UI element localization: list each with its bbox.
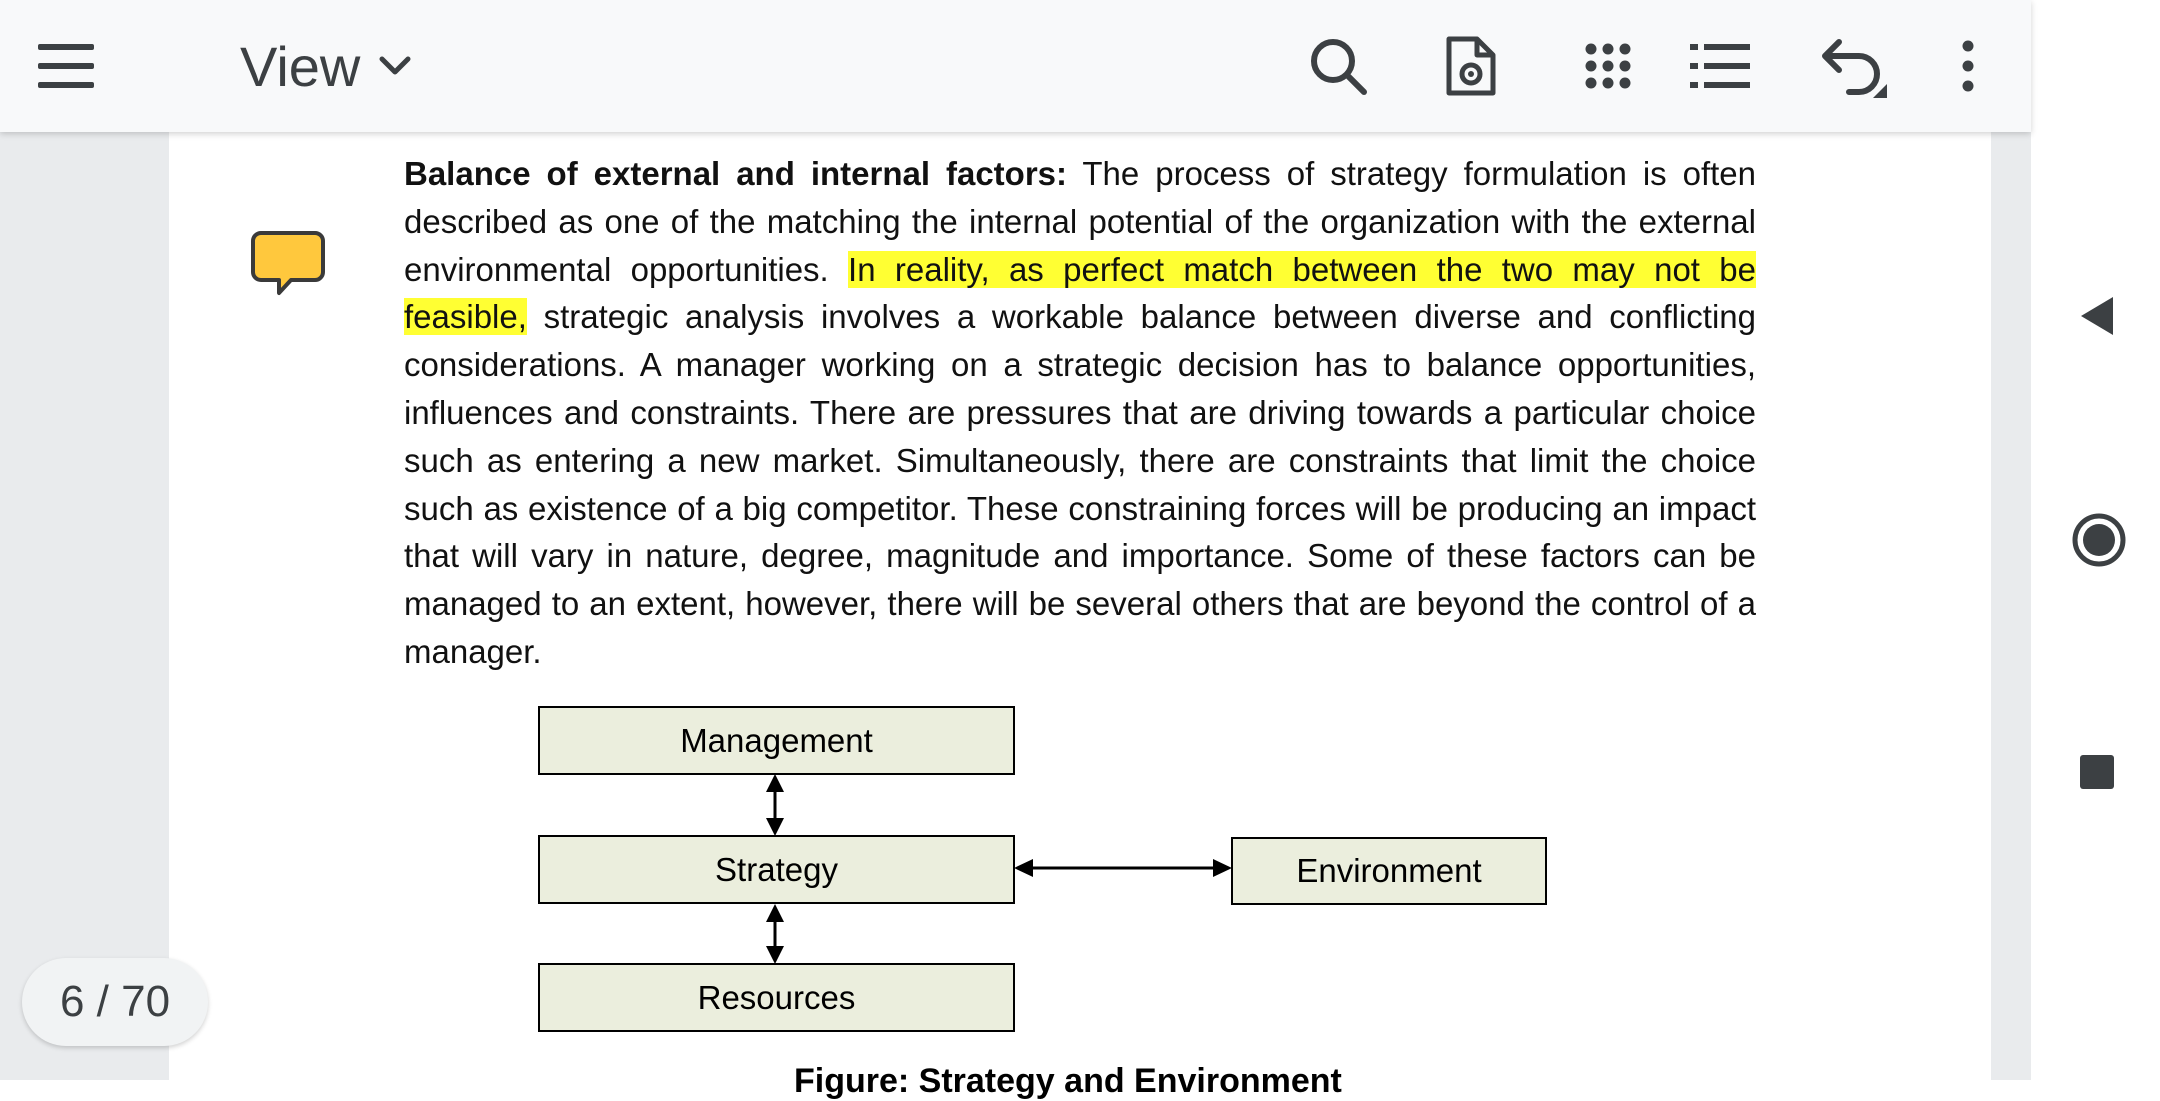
page-counter-badge[interactable]: [22, 958, 208, 1046]
paragraph-text-1: The process of strategy formulation is often described as one of the matching the internal potential of the organization with the external environmental opportunities.: [404, 155, 1757, 288]
arrowhead-right: [1213, 859, 1232, 877]
outline-list-icon[interactable]: [1684, 30, 1756, 102]
diagram-box-management: [538, 706, 1015, 775]
arrowhead-down: [766, 818, 784, 836]
diagram-label-environment: Environment: [1296, 852, 1482, 889]
diagram-connectors: [169, 132, 1991, 1080]
arrowhead-up: [766, 774, 784, 792]
scroll-gutter: [1991, 132, 2031, 1080]
document-settings-icon[interactable]: [1435, 30, 1507, 102]
arrowhead-left: [1014, 859, 1033, 877]
chevron-down-icon: [378, 54, 412, 78]
highlighted-text[interactable]: In reality, as perfect match between the two may not be feasible,: [404, 250, 1756, 336]
home-icon[interactable]: [2067, 508, 2131, 572]
more-vert-icon[interactable]: [1932, 30, 2004, 102]
back-icon[interactable]: [2065, 284, 2129, 348]
arrowhead-down: [766, 946, 784, 964]
undo-icon[interactable]: [1818, 30, 1890, 102]
view-menu-label: View: [240, 34, 361, 98]
paragraph-text-2: strategic analysis involves a workable balance between diverse and conflicting considerations. A manager working on a strategic decision has to balance opportunities, influences and constraints. There are pressures that are driving towards a particular choice such as entering a new market. Simultaneously, there are constraints that limit the choice such as existence of a big competitor. These constraining forces will be producing an impact that will vary in nature, degree, magnitude and importance. Some of these factors can be managed to an extent, however, there will be several others that are beyond the control of a manager.: [404, 298, 1756, 670]
diagram-box-environment: [1231, 837, 1547, 905]
system-navigation-bar: [2031, 0, 2160, 1080]
grid-apps-icon[interactable]: [1572, 30, 1644, 102]
view-menu-button[interactable]: [240, 28, 412, 104]
hamburger-menu-icon[interactable]: [30, 30, 102, 102]
document-page: [169, 132, 1991, 1100]
diagram-box-resources: [538, 963, 1015, 1032]
diagram-label-resources: Resources: [697, 978, 856, 1016]
paragraph-lead: Balance of external and internal factors:: [404, 155, 1068, 192]
diagram-label-management: Management: [680, 721, 873, 759]
page-counter-text: 6 / 70: [59, 977, 171, 1026]
top-toolbar: [0, 0, 2031, 132]
diagram-label-strategy: Strategy: [715, 850, 838, 888]
search-icon[interactable]: [1302, 30, 1374, 102]
figure-caption: Figure: Strategy and Environment: [794, 1062, 1342, 1100]
diagram-box-strategy: [538, 835, 1015, 904]
recents-icon[interactable]: [2065, 740, 2129, 804]
arrowhead-up: [766, 904, 784, 922]
